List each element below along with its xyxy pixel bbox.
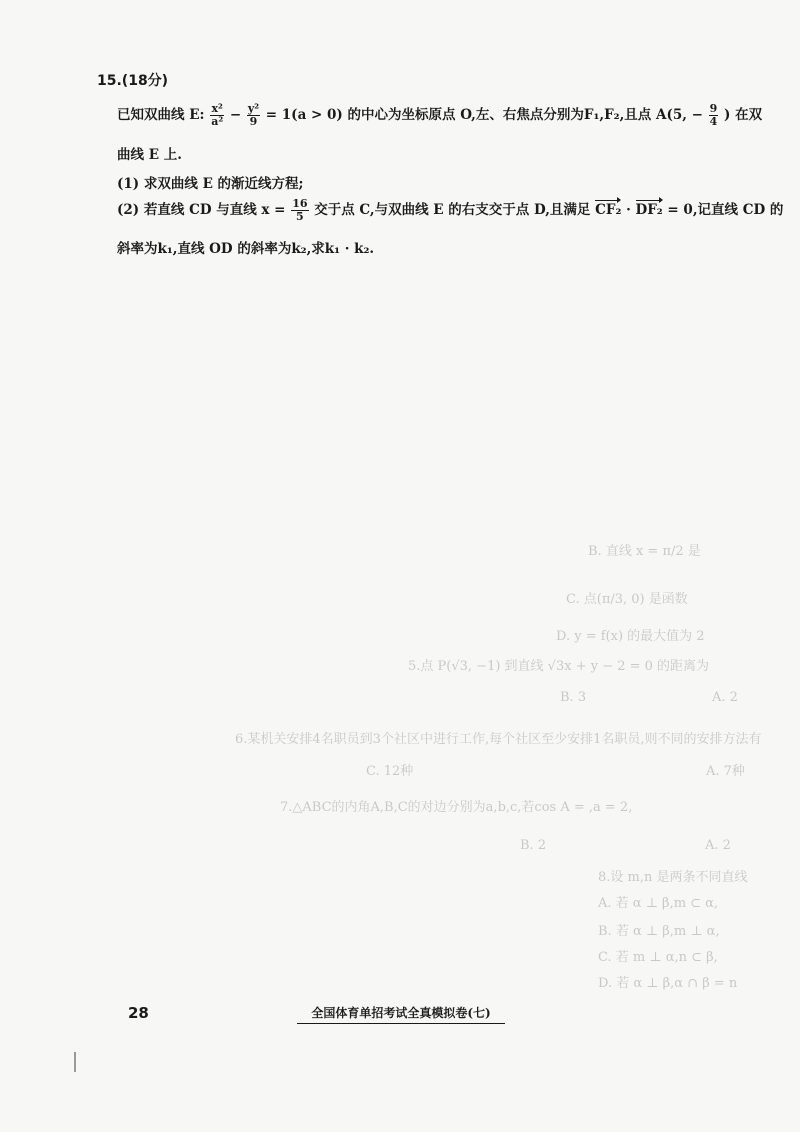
fraction-16-5 (291, 198, 308, 223)
bleed-text: C. 若 m ⊥ α,n ⊂ β, (598, 950, 718, 965)
text: 已知双曲线 E: (117, 107, 205, 123)
page-number: 28 (128, 1004, 149, 1022)
bleed-text: A. 若 α ⊥ β,m ⊂ α, (598, 896, 719, 911)
numerator: 16 (292, 197, 308, 210)
text: 交于点 C,与双曲线 E 的右支交于点 D,且满足 (314, 202, 591, 218)
scan-edge-mark (74, 1052, 76, 1072)
vector-cf2: CF₂ (595, 199, 621, 218)
numerator: y² (247, 102, 260, 115)
bleed-text: 6.某机关安排4名职员到3个社区中进行工作,每个社区至少安排1名职员,则不同的安排方法有 (235, 732, 762, 747)
text: (2) 若直线 CD 与直线 x = (117, 202, 286, 218)
bleed-text: C. 12种 (366, 764, 414, 779)
text: · (626, 202, 636, 218)
fraction-y2-9 (247, 103, 260, 128)
question-line-5: 斜率为k₁,直线 OD 的斜率为k₂,求k₁ · k₂. (117, 241, 375, 257)
question-line-1 (117, 103, 762, 128)
bleed-text: D. 若 α ⊥ β,α ∩ β = n (598, 976, 738, 991)
denominator: 4 (709, 115, 718, 128)
fraction-9-4 (709, 103, 719, 128)
bleed-text: 5.点 P(√3, −1) 到直线 √3x + y − 2 = 0 的距离为 (408, 659, 710, 674)
text: − (229, 107, 246, 123)
text: = 1(a > 0) 的中心为坐标原点 O,左、右焦点分别为F₁,F₂,且点 A(5, − (265, 107, 703, 123)
numerator: x² (211, 102, 223, 115)
text: = 0,记直线 CD 的 (667, 202, 784, 218)
question-part-2 (117, 198, 783, 223)
denominator: a² (211, 115, 224, 128)
text: ) 在双 (724, 107, 763, 123)
denominator: 9 (249, 115, 258, 128)
vector-df2: DF₂ (636, 199, 663, 218)
bleed-text: C. 点(π/3, 0) 是函数 (566, 592, 688, 607)
bleed-text: D. y = f(x) 的最大值为 2 (556, 629, 705, 644)
question-number: 15.(18分) (97, 73, 169, 89)
bleed-text: A. 7种 (706, 764, 745, 779)
question-line-2: 曲线 E 上. (117, 147, 182, 163)
bleed-text: 8.设 m,n 是两条不同直线 (598, 870, 748, 885)
bleed-text: A. 2 (705, 838, 731, 853)
bleed-text: B. 直线 x = π/2 是 (588, 544, 701, 559)
bleed-text: B. 若 α ⊥ β,m ⊥ α, (598, 924, 720, 939)
bleed-text: B. 2 (520, 838, 547, 853)
bleed-text: 7.△ABC的内角A,B,C的对边分别为a,b,c,若cos A = ,a = 2, (280, 800, 633, 815)
book-title: 全国体育单招考试全真模拟卷(七) (297, 1004, 505, 1024)
question-part-1: (1) 求双曲线 E 的渐近线方程; (117, 176, 304, 192)
denominator: 5 (296, 210, 304, 223)
bleed-text: B. 3 (560, 690, 587, 705)
numerator: 9 (709, 102, 718, 115)
bleed-text: A. 2 (712, 690, 738, 705)
fraction-x2-a2 (210, 103, 224, 128)
